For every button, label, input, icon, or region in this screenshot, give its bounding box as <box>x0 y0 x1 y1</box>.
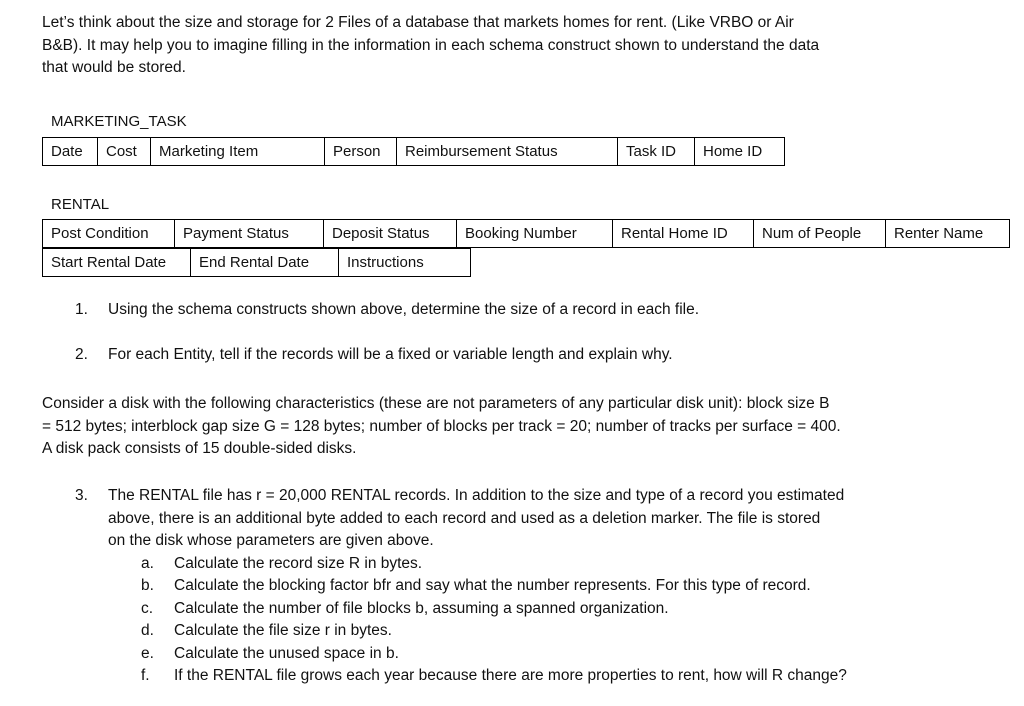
intro-paragraph <box>42 12 819 80</box>
disk-line: Consider a disk with the following characteristics (these are not parameters of any particular disk unit): block size B <box>42 395 830 412</box>
marketing-task-title: MARKETING_TASK <box>51 113 187 130</box>
schema-field: Payment Status <box>174 219 324 248</box>
schema-field: Renter Name <box>885 219 1010 248</box>
sub-question <box>75 553 820 576</box>
intro-line: that would be stored. <box>42 59 186 76</box>
rental-schema-row-1 <box>42 219 1009 248</box>
rental-schema-row-2 <box>42 248 470 277</box>
rental-title: RENTAL <box>51 196 110 213</box>
disk-line: A disk pack consists of 15 double-sided disks. <box>42 440 357 457</box>
question-text: The RENTAL file has r = 20,000 RENTAL records. In addition to the size and type of a record you estimated <box>108 487 845 504</box>
question-number: 3. <box>75 487 88 504</box>
sub-question-label: d. <box>141 622 154 639</box>
question-text: For each Entity, tell if the records will be a fixed or variable length and explain why. <box>108 346 673 363</box>
schema-field: Home ID <box>694 137 785 166</box>
sub-question-label: e. <box>141 644 154 662</box>
schema-field: Deposit Status <box>323 219 457 248</box>
schema-field: Post Condition <box>42 219 175 248</box>
schema-field: Start Rental Date <box>42 248 191 277</box>
schema-field: Booking Number <box>456 219 613 248</box>
sub-question-text: Calculate the unused space in b. <box>174 644 399 662</box>
schema-field: Person <box>324 137 397 166</box>
sub-question <box>75 643 820 666</box>
sub-question-label: c. <box>141 599 154 617</box>
schema-field: Marketing Item <box>150 137 325 166</box>
sub-question-label: b. <box>141 577 154 594</box>
sub-question-text: Calculate the record size R in bytes. <box>174 554 423 572</box>
sub-question-text: Calculate the number of file blocks b, assuming a spanned organization. <box>174 599 669 617</box>
sub-question-text: If the RENTAL file grows each year because there are more properties to rent, how will R change? <box>174 667 847 684</box>
question-text: on the disk whose parameters are given above. <box>108 532 434 549</box>
sub-question <box>75 598 820 621</box>
intro-line: B&B). It may help you to imagine filling in the information in each schema construct shown to understand the data <box>42 36 820 54</box>
intro-line: Let’s think about the size and storage for 2 Files of a database that markets homes for rent. (Like VRBO or Air <box>42 14 794 31</box>
schema-field: Instructions <box>338 248 471 277</box>
question-3 <box>75 485 847 688</box>
sub-question <box>75 575 820 598</box>
schema-field: Num of People <box>753 219 886 248</box>
sub-question-text: Calculate the blocking factor bfr and say what the number represents. For this type of record. <box>174 577 811 594</box>
question-text: Using the schema constructs shown above, determine the size of a record in each file. <box>108 301 700 318</box>
question-number: 2. <box>75 346 88 363</box>
question-number: 1. <box>75 301 88 318</box>
schema-field: Reimbursement Status <box>396 137 618 166</box>
marketing-task-schema <box>42 137 784 166</box>
schema-field: Rental Home ID <box>612 219 754 248</box>
sub-question-label: a. <box>141 554 154 572</box>
sub-question-text: Calculate the file size r in bytes. <box>174 622 392 639</box>
schema-field: Date <box>42 137 98 166</box>
disk-paragraph <box>42 393 841 461</box>
sub-question <box>75 620 820 643</box>
disk-line: = 512 bytes; interblock gap size G = 128 bytes; number of blocks per track = 20; number of tracks per surface = 400. <box>42 417 841 435</box>
sub-question <box>75 665 847 688</box>
question-text: above, there is an additional byte added to each record and used as a deletion marker. The file is stored <box>108 509 821 527</box>
schema-field: End Rental Date <box>190 248 339 277</box>
sub-question-label: f. <box>141 667 150 684</box>
schema-field: Cost <box>97 137 151 166</box>
schema-field: Task ID <box>617 137 695 166</box>
